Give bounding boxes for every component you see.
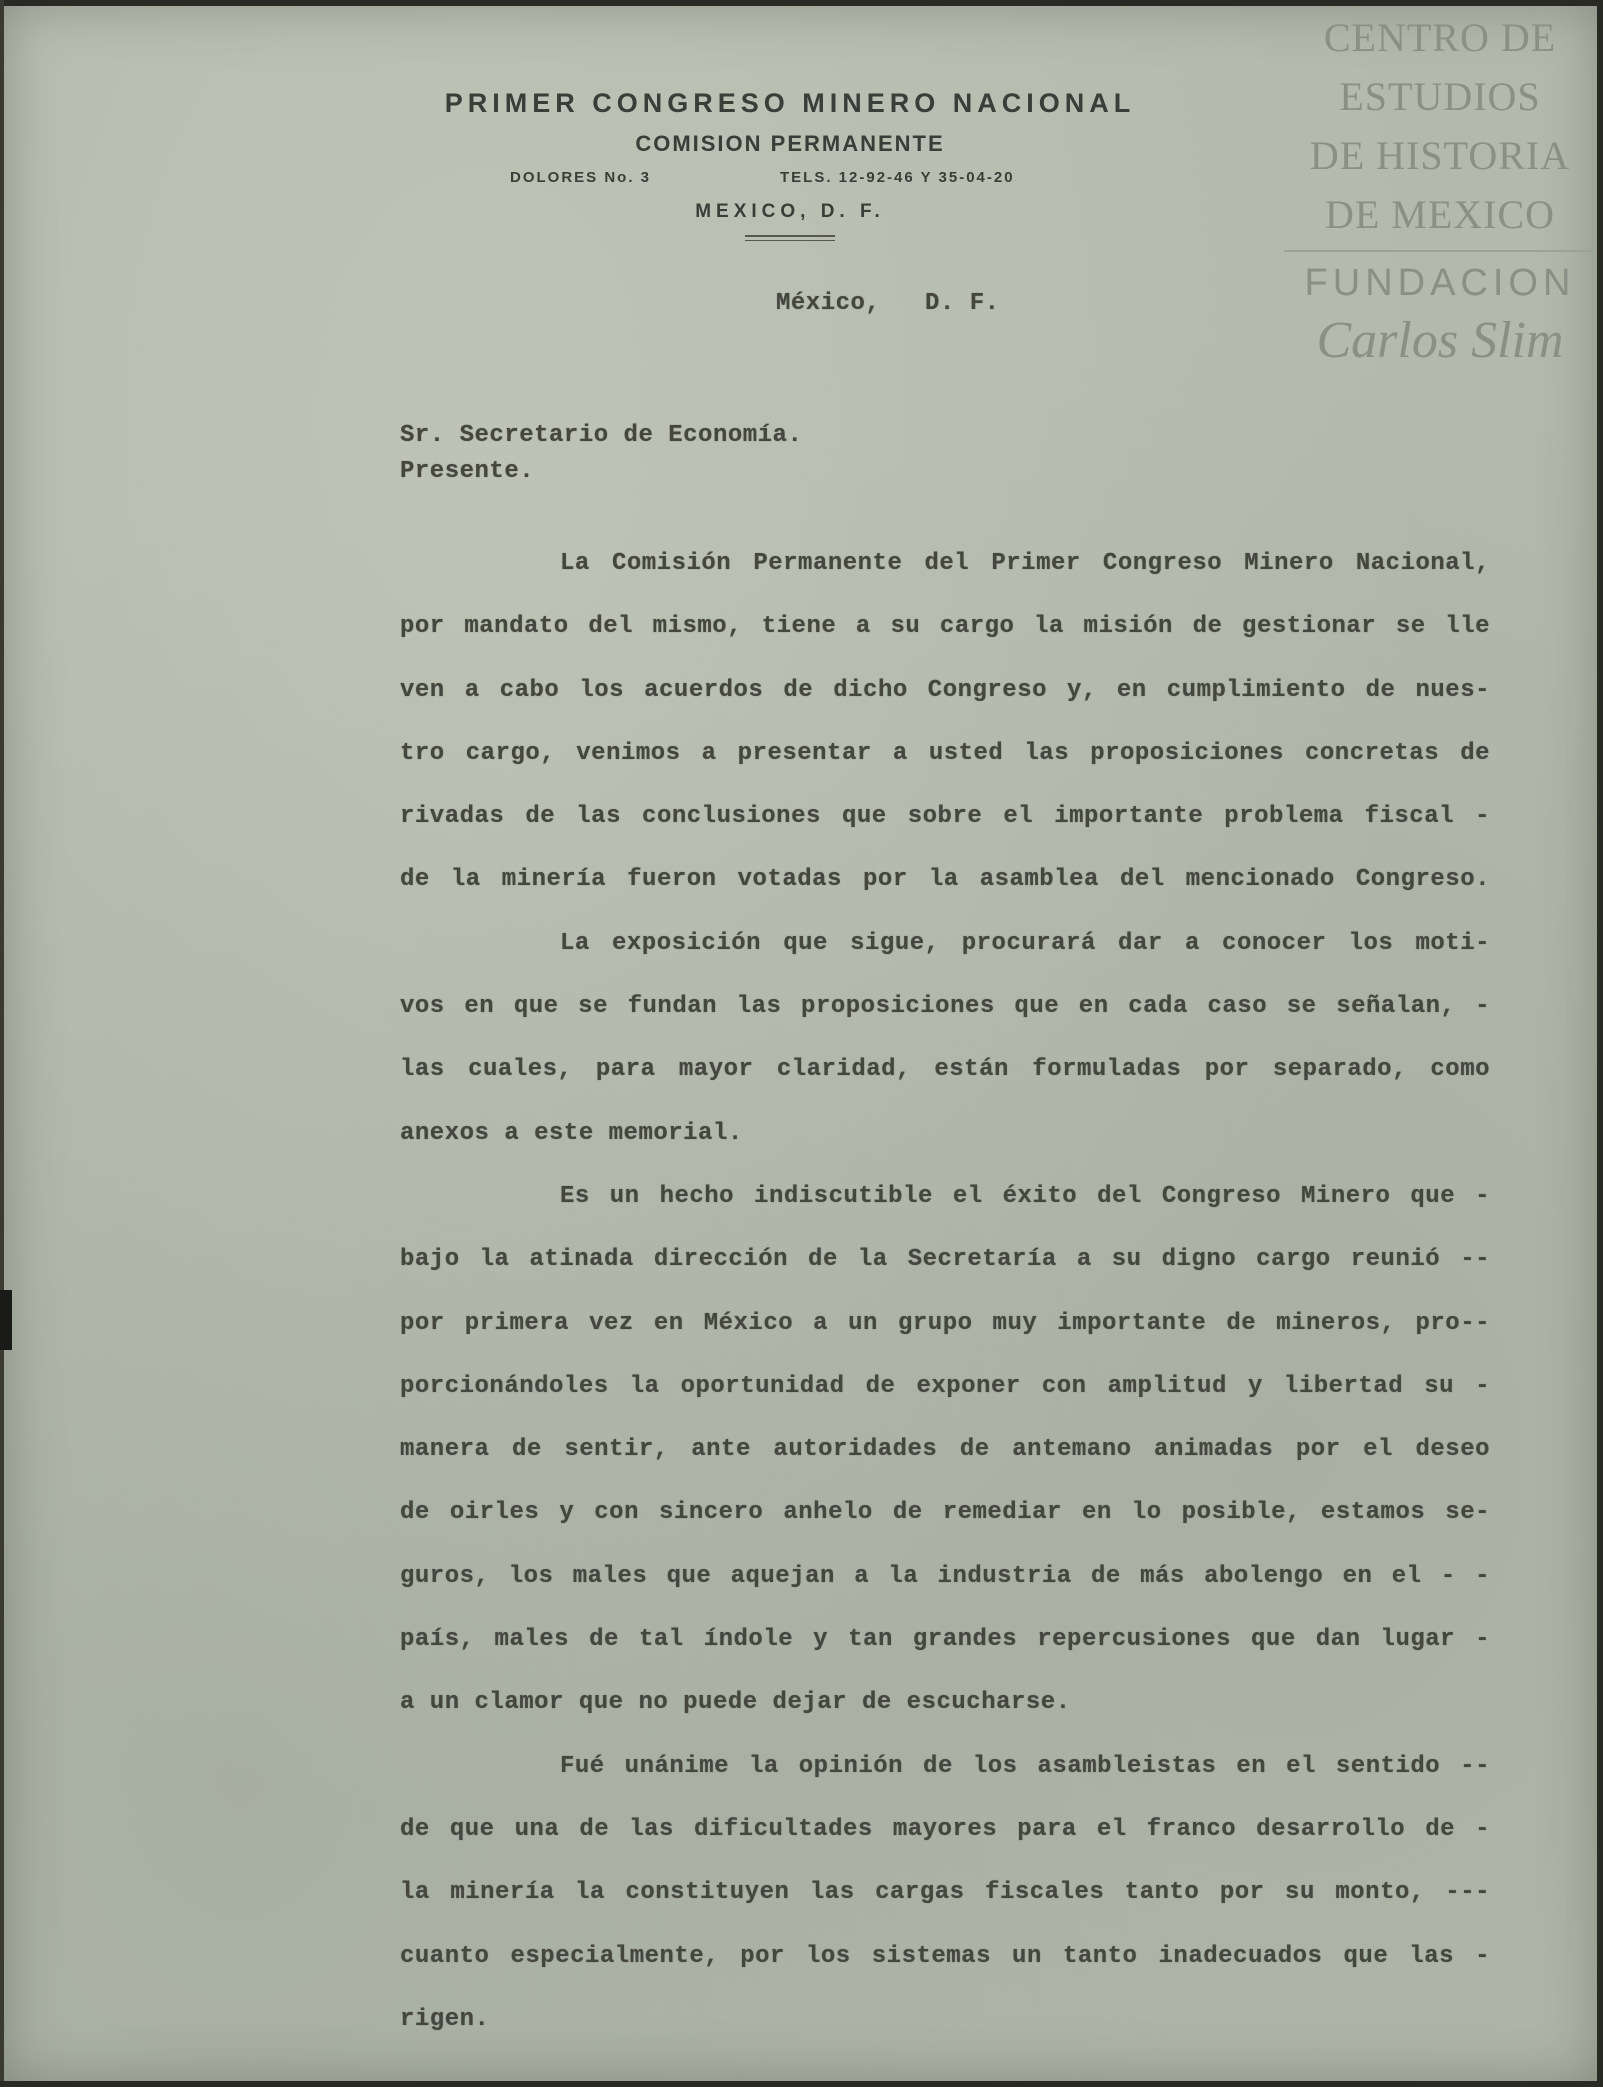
body-line: por primera vez en México a un grupo muy importante de mineros, pro-- [400,1309,1490,1337]
body-line: anexos a este memorial. [400,1119,743,1147]
addressee-title: Sr. Secretario de Economía. [400,422,803,449]
body-line: de que una de las dificultades mayores para el franco desarrollo de - [400,1815,1490,1843]
scan-edge-top [0,0,1603,6]
letterhead-title: PRIMER CONGRESO MINERO NACIONAL [444,88,1136,118]
scan-edge-left [0,0,4,2087]
body-line: las cuales, para mayor claridad, están formuladas por separado, como [400,1056,1490,1084]
body-line: porcionándoles la oportunidad de exponer con amplitud y libertad su - [400,1372,1490,1400]
body-line: Fué unánime la opinión de los asambleistas en el sentido -- [560,1752,1490,1780]
body-line: tro cargo, venimos a presentar a usted las proposiciones concretas de [400,739,1490,767]
letterhead-subtitle: COMISION PERMANENTE [635,131,945,156]
body-line: Es un hecho indiscutible el éxito del Congreso Minero que - [560,1182,1490,1210]
stamp-line: CENTRO DE [1323,15,1557,60]
archive-stamp [1284,8,1596,370]
body-line: de la minería fueron votadas por la asamblea del mencionado Congreso. [400,866,1490,894]
body-line: rivadas de las conclusiones que sobre el importante problema fiscal - [400,803,1490,831]
body-line: cuanto especialmente, por los sistemas un tanto inadecuados que las - [400,1942,1490,1970]
body-line: por mandato del mismo, tiene a su cargo la misión de gestionar se lle [400,613,1490,641]
body-line: de oirles y con sincero anhelo de remediar en lo posible, estamos se- [400,1499,1490,1527]
stamp-line: DE HISTORIA [1309,133,1571,178]
letterhead-city: MEXICO, D. F. [695,201,885,222]
scan-edge-bottom [0,2081,1603,2087]
body-line: bajo la atinada dirección de la Secretaría a su digno cargo reunió -- [400,1246,1490,1274]
letterhead-phones: TELS. 12-92-46 Y 35-04-20 [780,169,1015,186]
body-line: La Comisión Permanente del Primer Congreso Minero Nacional, [560,550,1490,577]
scan-edge-right [1597,0,1603,2087]
stamp-line: ESTUDIOS [1339,74,1541,119]
letter-place: México, D. F. [776,290,1000,317]
body-line: ven a cabo los acuerdos de dicho Congreso y, en cumplimiento de nues- [400,676,1490,704]
letterhead-contact [300,169,1280,191]
stamp-signature: Carlos Slim [1316,312,1564,369]
body-line: manera de sentir, ante autoridades de antemano animadas por el deseo [400,1436,1490,1464]
stamp-foundation: FUNDACION [1304,262,1576,304]
page-notch [0,1290,12,1350]
body-line: rigen. [400,2005,490,2033]
letterhead-address: DOLORES No. 3 [510,169,652,186]
body-line: la minería la constituyen las cargas fiscales tanto por su monto, --- [400,1879,1490,1907]
body-line: a un clamor que no puede dejar de escucharse. [400,1689,1071,1717]
body-line: vos en que se fundan las proposiciones que en cada caso se señalan, - [400,993,1490,1021]
body-line: La exposición que sigue, procurará dar a conocer los moti- [560,929,1490,957]
letter-body [400,532,1490,2051]
stamp-divider [1284,250,1596,252]
letterhead-rule [745,235,835,241]
stamp-line: DE MEXICO [1324,192,1556,237]
addressee-greeting: Presente. [400,458,535,485]
body-line: guros, los males que aquejan a la industria de más abolengo en el - - [400,1562,1490,1590]
letter-addressee [400,418,802,490]
letterhead [300,88,1280,241]
body-line: país, males de tal índole y tan grandes repercusiones que dan lugar - [400,1626,1490,1654]
